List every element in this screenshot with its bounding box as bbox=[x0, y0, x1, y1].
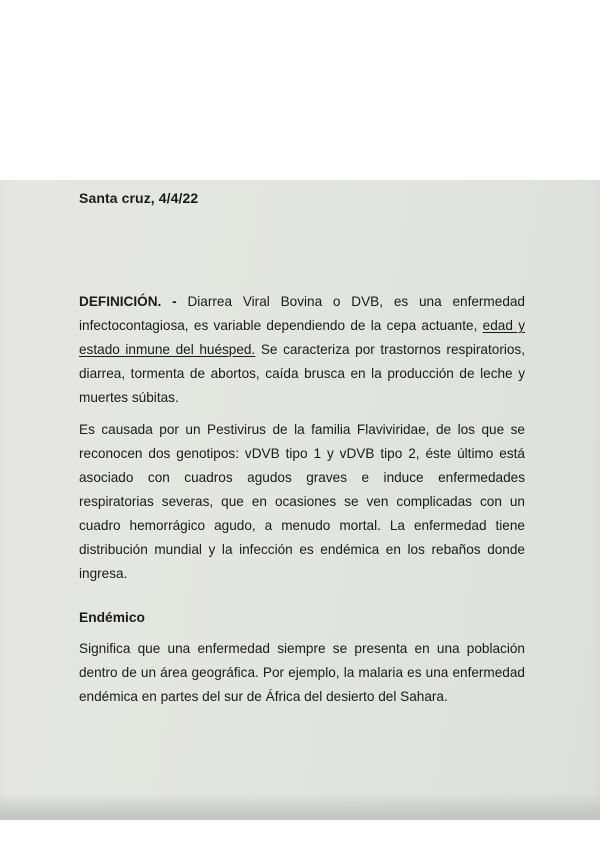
definition-text-start: Diarrea Viral Bovina o DVB, es una enfermedad infectocontagiosa, es variable dependiendo de la cepa actuante, bbox=[79, 294, 525, 333]
definition-text-end: Se caracteriza por trastornos respiratorios, diarrea, tormenta de abortos, caída brusca en la producción de leche y muertes súbitas. bbox=[79, 342, 525, 405]
endemic-paragraph: Significa que una enfermedad siempre se presenta en una población dentro de un área geográfica. Por ejemplo, la malaria es una enfermedad endémica en partes del sur de África del desierto del Sahara. bbox=[79, 641, 525, 704]
cause-paragraph: Es causada por un Pestivirus de la familia Flaviviridae, de los que se reconocen dos genotipos: vDVB tipo 1 y vDVB tipo 2, éste último está asociado con cuadros agudos graves e induce enfermedades respiratorias severas, que en ocasiones se ven complicadas con un cuadro hemorrágico agudo, a menudo mortal. La enfermedad tiene distribución mundial y la infección es endémica en los rebaños donde ingresa. bbox=[79, 422, 525, 581]
document-content bbox=[79, 190, 525, 709]
document-date: Santa cruz, 4/4/22 bbox=[79, 190, 199, 206]
definition-paragraph bbox=[79, 290, 525, 410]
definition-term: DEFINICIÓN. - bbox=[79, 294, 177, 309]
definition-underlined-text: edad y estado inmune del huésped. bbox=[79, 318, 525, 357]
endemic-heading: Endémico bbox=[79, 610, 145, 625]
document-page bbox=[0, 180, 600, 820]
